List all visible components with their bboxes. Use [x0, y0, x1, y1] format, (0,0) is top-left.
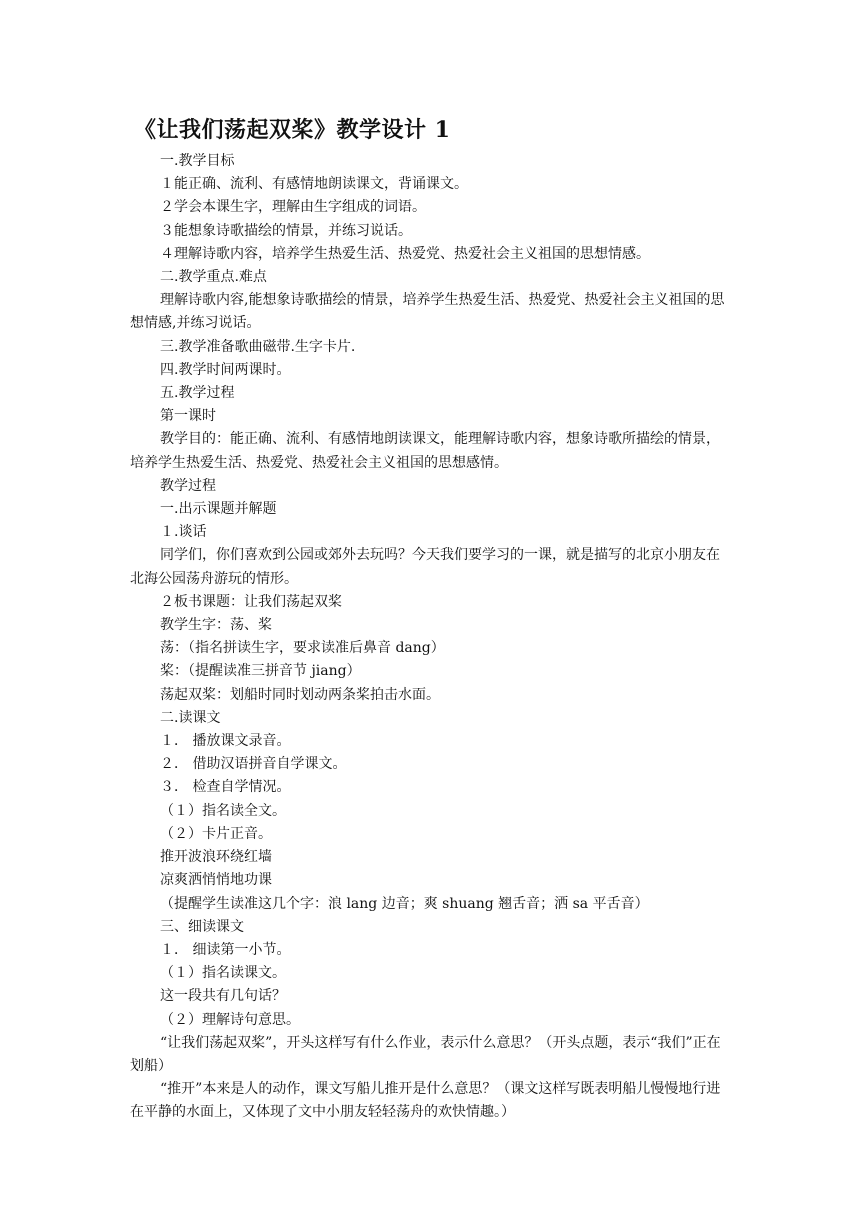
document-paragraph: （１）指名读全文。: [160, 802, 286, 819]
document-paragraph: （２）卡片正音。: [160, 825, 272, 842]
document-paragraph: １.谈话: [160, 524, 207, 541]
document-paragraph: １． 细读第一小节。: [160, 941, 291, 958]
document-paragraph: ２． 借助汉语拼音自学课文。: [160, 756, 347, 773]
document-paragraph: 第一课时: [160, 408, 216, 425]
document-paragraph: “让我们荡起双桨”，开头这样写有什么作业，表示什么意思？（开头点题，表示“我们”正在划船）: [130, 1034, 721, 1074]
document-paragraph: ２学会本课生字，理解由生字组成的词语。: [160, 199, 426, 216]
document-paragraph: 同学们，你们喜欢到公园或郊外去玩吗？今天我们要学习的一课，就是描写的北京小朋友在北海公园荡舟游玩的情形。: [130, 547, 720, 587]
document-paragraph: （提醒学生读准这几个字：浪 lang 边音；爽 shuang 翘舌音；洒 sa 平舌音）: [160, 895, 649, 912]
document-paragraph: 五.教学过程: [160, 385, 235, 402]
document-paragraph: １能正确、流利、有感情地朗读课文，背诵课文。: [160, 176, 468, 193]
document-paragraph: 教学生字：荡、桨: [160, 617, 272, 634]
document-paragraph: 一.出示课题并解题: [160, 501, 277, 518]
document-body: [130, 150, 732, 1125]
document-paragraph: １． 播放课文录音。: [160, 733, 291, 750]
document-paragraph: ３能想象诗歌描绘的情景，并练习说话。: [160, 222, 412, 239]
document-paragraph: ３． 检查自学情况。: [160, 779, 291, 796]
document-paragraph: 二.教学重点.难点: [160, 269, 267, 286]
document-paragraph: 这一段共有几句话？: [160, 988, 286, 1005]
document-paragraph: 三.教学准备歌曲磁带.生字卡片.: [160, 338, 356, 355]
document-paragraph: 荡起双桨：划船时同时划动两条桨拍击水面。: [160, 686, 440, 703]
document-paragraph: 教学目的：能正确、流利、有感情地朗读课文，能理解诗歌内容，想象诗歌所描绘的情景，培养学生热爱生活、热爱党、热爱社会主义祖国的思想感情。: [130, 431, 720, 471]
document-paragraph: “推开”本来是人的动作，课文写船儿推开是什么意思？（课文这样写既表明船儿慢慢地行进在平静的水面上，又体现了文中小朋友轻轻荡舟的欢快情趣。）: [130, 1081, 721, 1121]
document-paragraph: 四.教学时间两课时。: [160, 361, 291, 378]
document-paragraph: 三、细读课文: [160, 918, 244, 935]
document-paragraph: 理解诗歌内容,能想象诗歌描绘的情景，培养学生热爱生活、热爱党、热爱社会主义祖国的思想情感,并练习说话。: [130, 292, 725, 332]
document-paragraph: 二.读课文: [160, 709, 221, 726]
document-paragraph: 一.教学目标: [160, 153, 235, 169]
document-paragraph: 推开波浪环绕红墙: [160, 849, 272, 866]
document-paragraph: ２板书课题：让我们荡起双桨: [160, 593, 342, 610]
document-title: 《让我们荡起双桨》教学设计 1: [134, 117, 451, 143]
document-paragraph: 教学过程: [160, 477, 216, 494]
document-paragraph: （１）指名读课文。: [160, 965, 286, 982]
document-paragraph: ４理解诗歌内容，培养学生热爱生活、热爱党、热爱社会主义祖国的思想情感。: [160, 245, 650, 262]
document-paragraph: 桨：（提醒读准三拼音节 jiang）: [160, 663, 361, 680]
document-paragraph: （２）理解诗句意思。: [160, 1011, 300, 1028]
document-paragraph: 荡：（指名拼读生字，要求读准后鼻音 dang）: [160, 640, 445, 657]
document-paragraph: 凉爽洒悄悄地功课: [160, 872, 272, 889]
